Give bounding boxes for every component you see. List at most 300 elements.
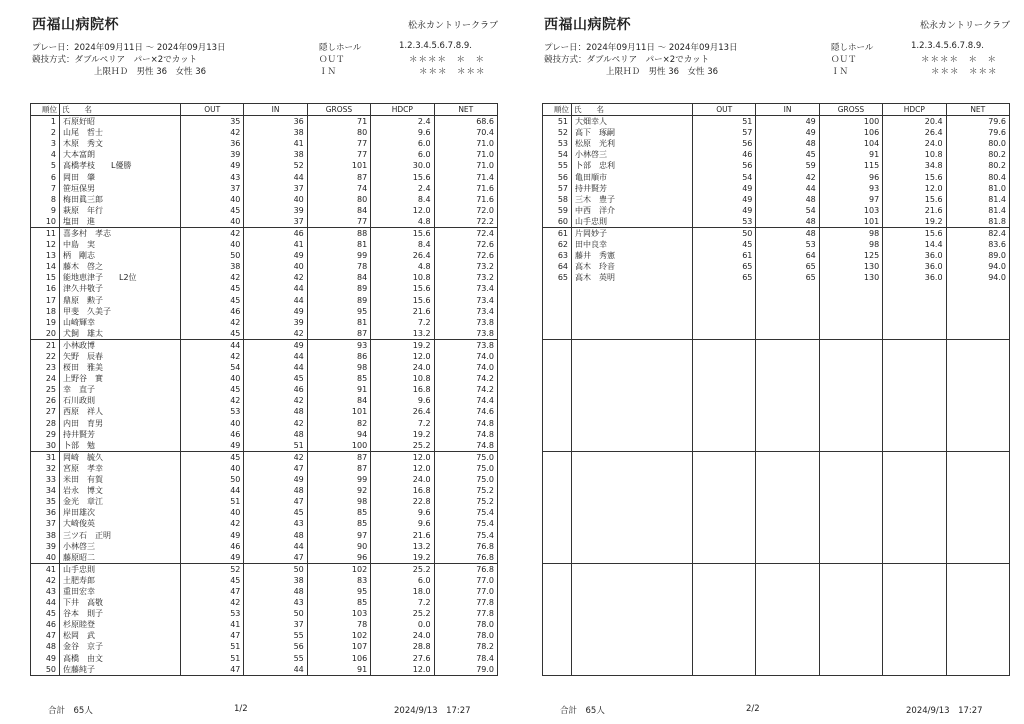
- col-gross: GROSS: [307, 104, 370, 116]
- cell-in: [756, 351, 819, 362]
- cell-rank: 18: [31, 306, 60, 317]
- cell-rank: [543, 529, 572, 540]
- cell-in: [756, 619, 819, 630]
- cell-name: [572, 619, 693, 630]
- cell-hdcp: [883, 306, 946, 317]
- cell-net: [946, 351, 1009, 362]
- col-hdcp: HDCP: [883, 104, 946, 116]
- cell-out: 47: [181, 664, 244, 676]
- cell-hdcp: 4.8: [371, 261, 434, 272]
- cell-hdcp: [883, 641, 946, 652]
- cell-hdcp: 7.2: [371, 597, 434, 608]
- cell-rank: 14: [31, 261, 60, 272]
- table-row: [31, 641, 498, 652]
- empty-row: [543, 474, 1010, 485]
- cell-hdcp: 10.8: [371, 272, 434, 283]
- cell-name: [572, 306, 693, 317]
- cell-hdcp: 9.6: [371, 127, 434, 138]
- cell-in: [756, 575, 819, 586]
- cell-hdcp: [883, 474, 946, 485]
- cell-out: 49: [693, 183, 756, 194]
- table-row: [31, 485, 498, 496]
- cell-in: 44: [244, 541, 307, 552]
- cell-rank: 15: [31, 272, 60, 283]
- cell-out: [693, 451, 756, 463]
- cell-in: 52: [244, 160, 307, 171]
- cell-in: 55: [244, 653, 307, 664]
- cell-net: [946, 463, 1009, 474]
- cell-net: 73.4: [434, 295, 497, 306]
- cell-net: 75.0: [434, 451, 497, 463]
- cell-in: 53: [756, 239, 819, 250]
- cell-gross: [819, 283, 882, 294]
- cell-gross: 98: [819, 239, 882, 250]
- cell-name: [572, 563, 693, 575]
- table-row: [31, 496, 498, 507]
- cell-net: [946, 507, 1009, 518]
- cell-rank: 46: [31, 619, 60, 630]
- cell-gross: 93: [819, 183, 882, 194]
- cell-name: [572, 608, 693, 619]
- in-hidden-marks: ＊＊＊ ＊＊＊: [419, 67, 486, 77]
- empty-row: [543, 630, 1010, 641]
- cell-in: 47: [244, 463, 307, 474]
- cell-net: 72.6: [434, 239, 497, 250]
- cell-gross: 80: [307, 194, 370, 205]
- cell-gross: [819, 630, 882, 641]
- cell-gross: 89: [307, 283, 370, 294]
- cell-gross: 93: [307, 339, 370, 351]
- cell-gross: 87: [307, 328, 370, 340]
- cell-net: [946, 283, 1009, 294]
- empty-row: [543, 295, 1010, 306]
- cell-hdcp: 7.2: [371, 418, 434, 429]
- cell-gross: 84: [307, 205, 370, 216]
- cell-out: [693, 418, 756, 429]
- table-row: [31, 283, 498, 294]
- cell-gross: 80: [307, 127, 370, 138]
- cell-hdcp: 28.8: [371, 641, 434, 652]
- table-row: [31, 216, 498, 228]
- cell-gross: 85: [307, 597, 370, 608]
- cell-hdcp: 36.0: [883, 250, 946, 261]
- cell-rank: 8: [31, 194, 60, 205]
- cell-in: 54: [756, 205, 819, 216]
- handicap-limit: 上限ＨＤ 男性 36 女性 36: [606, 67, 719, 77]
- cell-name: 片岡妙子: [572, 227, 693, 239]
- cell-gross: [819, 395, 882, 406]
- cell-hdcp: 6.0: [371, 575, 434, 586]
- cell-net: [946, 474, 1009, 485]
- cell-out: 45: [181, 205, 244, 216]
- cell-out: 37: [181, 183, 244, 194]
- cell-net: [946, 306, 1009, 317]
- cell-in: [756, 362, 819, 373]
- hidden-holes-label: 隠しホール: [319, 43, 362, 53]
- cell-in: 38: [244, 575, 307, 586]
- cell-gross: 89: [307, 295, 370, 306]
- cell-out: [693, 653, 756, 664]
- cell-name: 中西 洋介: [572, 205, 693, 216]
- cell-in: [756, 630, 819, 641]
- empty-row: [543, 563, 1010, 575]
- cell-net: 73.4: [434, 283, 497, 294]
- cell-name: [572, 664, 693, 676]
- cell-name: [572, 384, 693, 395]
- cell-hdcp: [883, 630, 946, 641]
- cell-rank: [543, 384, 572, 395]
- cell-out: [693, 619, 756, 630]
- empty-row: [543, 362, 1010, 373]
- cell-rank: 2: [31, 127, 60, 138]
- cell-out: 65: [693, 272, 756, 283]
- cell-name: 亀田順市: [572, 171, 693, 182]
- cell-rank: [543, 586, 572, 597]
- cell-name: [572, 630, 693, 641]
- cell-rank: 25: [31, 384, 60, 395]
- cell-rank: 53: [543, 138, 572, 149]
- cell-rank: 31: [31, 451, 60, 463]
- cell-gross: [819, 619, 882, 630]
- cell-out: 53: [181, 406, 244, 417]
- cell-hdcp: 2.4: [371, 116, 434, 128]
- cell-in: 37: [244, 183, 307, 194]
- cell-hdcp: 8.4: [371, 194, 434, 205]
- cell-gross: 84: [307, 272, 370, 283]
- cell-in: 39: [244, 205, 307, 216]
- cell-name: 石原好昭: [60, 116, 181, 128]
- cell-in: 49: [756, 116, 819, 128]
- cell-net: [946, 317, 1009, 328]
- cell-gross: 96: [819, 171, 882, 182]
- cell-hdcp: 22.8: [371, 496, 434, 507]
- cell-net: 74.4: [434, 395, 497, 406]
- cell-name: 桜田 雅美: [60, 362, 181, 373]
- cell-out: [693, 641, 756, 652]
- cell-gross: 98: [307, 362, 370, 373]
- cell-out: [693, 429, 756, 440]
- cell-hdcp: 12.0: [371, 463, 434, 474]
- cell-name: 持井賢芳: [572, 183, 693, 194]
- cell-gross: [819, 384, 882, 395]
- cell-rank: 28: [31, 418, 60, 429]
- table-row: [31, 272, 498, 283]
- table-header-row: [31, 104, 498, 116]
- cell-net: [946, 440, 1009, 452]
- cell-net: 75.2: [434, 496, 497, 507]
- cell-out: [693, 507, 756, 518]
- empty-row: [543, 384, 1010, 395]
- cell-gross: 96: [307, 552, 370, 564]
- cell-hdcp: 15.6: [371, 283, 434, 294]
- cell-net: 80.2: [946, 149, 1009, 160]
- cell-gross: [819, 317, 882, 328]
- cell-name: 内田 育男: [60, 418, 181, 429]
- cell-net: 78.2: [434, 641, 497, 652]
- cell-net: 70.4: [434, 127, 497, 138]
- cell-gross: 100: [819, 116, 882, 128]
- cell-out: 45: [181, 283, 244, 294]
- cell-net: 81.4: [946, 205, 1009, 216]
- cell-name: 金谷 京子: [60, 641, 181, 652]
- cell-out: 44: [181, 339, 244, 351]
- cell-in: 48: [244, 529, 307, 540]
- results-body: [543, 116, 1010, 676]
- empty-row: [543, 485, 1010, 496]
- col-out: OUT: [181, 104, 244, 116]
- cell-rank: 19: [31, 317, 60, 328]
- empty-row: [543, 328, 1010, 340]
- cell-net: [946, 328, 1009, 340]
- cell-hdcp: 16.8: [371, 485, 434, 496]
- cell-name: 幸 直子: [60, 384, 181, 395]
- cell-in: [756, 283, 819, 294]
- cell-name: 山崎輝幸: [60, 317, 181, 328]
- cell-rank: 52: [543, 127, 572, 138]
- cell-gross: [819, 496, 882, 507]
- cell-out: [693, 575, 756, 586]
- cell-in: [756, 328, 819, 340]
- cell-hdcp: 12.0: [371, 451, 434, 463]
- cell-net: 72.2: [434, 216, 497, 228]
- cell-rank: 13: [31, 250, 60, 261]
- cell-hdcp: [883, 373, 946, 384]
- cell-out: 40: [181, 418, 244, 429]
- cell-hdcp: 13.2: [371, 541, 434, 552]
- empty-row: [543, 518, 1010, 529]
- cell-out: [693, 317, 756, 328]
- cell-hdcp: 20.4: [883, 116, 946, 128]
- cell-in: 65: [756, 261, 819, 272]
- cell-net: 81.8: [946, 216, 1009, 228]
- cell-name: 金光 章江: [60, 496, 181, 507]
- cell-out: 43: [181, 171, 244, 182]
- table-row: [31, 250, 498, 261]
- cell-in: 55: [244, 630, 307, 641]
- cell-net: 73.8: [434, 328, 497, 340]
- cell-rank: 9: [31, 205, 60, 216]
- table-row: [543, 127, 1010, 138]
- cell-rank: 34: [31, 485, 60, 496]
- cell-gross: 87: [307, 171, 370, 182]
- cell-rank: [543, 339, 572, 351]
- cell-net: [946, 395, 1009, 406]
- cell-net: [946, 406, 1009, 417]
- cell-gross: 81: [307, 317, 370, 328]
- empty-row: [543, 463, 1010, 474]
- cell-net: 75.0: [434, 463, 497, 474]
- cell-name: [572, 474, 693, 485]
- cell-rank: 30: [31, 440, 60, 452]
- table-row: [31, 653, 498, 664]
- cell-name: 塩田 進: [60, 216, 181, 228]
- cell-rank: [543, 619, 572, 630]
- cell-rank: 51: [543, 116, 572, 128]
- cell-rank: [543, 373, 572, 384]
- cell-net: 94.0: [946, 272, 1009, 283]
- cell-hdcp: 9.6: [371, 395, 434, 406]
- table-row: [31, 440, 498, 452]
- cell-name: 能地恵津子 L2位: [60, 272, 181, 283]
- cell-hdcp: [883, 518, 946, 529]
- footer-page-number: 1/2: [234, 704, 248, 714]
- cell-rank: 40: [31, 552, 60, 564]
- table-row: [543, 171, 1010, 182]
- cell-in: 51: [244, 440, 307, 452]
- cell-out: 50: [181, 250, 244, 261]
- cell-in: 44: [244, 664, 307, 676]
- cell-rank: [543, 485, 572, 496]
- cell-hdcp: 2.4: [371, 183, 434, 194]
- table-row: [543, 239, 1010, 250]
- cell-gross: 87: [307, 451, 370, 463]
- table-row: [31, 395, 498, 406]
- cell-net: 75.4: [434, 507, 497, 518]
- cell-net: [946, 384, 1009, 395]
- table-row: [543, 149, 1010, 160]
- cell-net: [946, 563, 1009, 575]
- cell-out: [693, 496, 756, 507]
- cell-gross: 81: [307, 239, 370, 250]
- cell-rank: 54: [543, 149, 572, 160]
- cell-hdcp: 10.8: [883, 149, 946, 160]
- cell-net: 89.0: [946, 250, 1009, 261]
- cell-in: [756, 451, 819, 463]
- cell-gross: 115: [819, 160, 882, 171]
- cell-in: 49: [244, 474, 307, 485]
- cell-hdcp: 25.2: [371, 608, 434, 619]
- cell-gross: [819, 463, 882, 474]
- table-row: [31, 138, 498, 149]
- cell-net: 77.8: [434, 597, 497, 608]
- cell-gross: [819, 451, 882, 463]
- cell-name: 宮原 孝幸: [60, 463, 181, 474]
- cell-in: 46: [244, 384, 307, 395]
- cell-gross: [819, 351, 882, 362]
- cell-rank: [543, 451, 572, 463]
- cell-rank: 33: [31, 474, 60, 485]
- cell-name: 田中良幸: [572, 239, 693, 250]
- table-row: [543, 216, 1010, 228]
- cell-net: [946, 664, 1009, 676]
- cell-gross: 103: [819, 205, 882, 216]
- cell-rank: 36: [31, 507, 60, 518]
- cell-in: 40: [244, 261, 307, 272]
- cell-rank: 16: [31, 283, 60, 294]
- cell-in: 42: [244, 418, 307, 429]
- cell-rank: 45: [31, 608, 60, 619]
- cell-gross: 130: [819, 272, 882, 283]
- cell-rank: [543, 608, 572, 619]
- table-row: [31, 597, 498, 608]
- cell-gross: 101: [819, 216, 882, 228]
- cell-gross: 102: [307, 563, 370, 575]
- cell-out: 42: [181, 597, 244, 608]
- cell-gross: [819, 406, 882, 417]
- cell-gross: 95: [307, 306, 370, 317]
- cell-gross: [819, 373, 882, 384]
- cell-out: 51: [181, 496, 244, 507]
- cell-name: 高木 英明: [572, 272, 693, 283]
- out-hidden-marks: ＊＊＊＊ ＊ ＊: [921, 55, 998, 65]
- cell-in: 49: [244, 306, 307, 317]
- cell-net: 74.2: [434, 373, 497, 384]
- cell-hdcp: 12.0: [371, 664, 434, 676]
- cell-rank: [543, 429, 572, 440]
- cell-in: 46: [244, 227, 307, 239]
- col-name: 氏 名: [572, 104, 693, 116]
- cell-in: 45: [756, 149, 819, 160]
- table-row: [31, 149, 498, 160]
- cell-rank: [543, 653, 572, 664]
- empty-row: [543, 586, 1010, 597]
- cell-net: 82.4: [946, 227, 1009, 239]
- cell-name: 藤原昭二: [60, 552, 181, 564]
- cell-net: [946, 451, 1009, 463]
- cell-in: 65: [756, 272, 819, 283]
- cell-rank: 11: [31, 227, 60, 239]
- cell-gross: 95: [307, 586, 370, 597]
- empty-row: [543, 440, 1010, 452]
- cell-gross: 107: [307, 641, 370, 652]
- cell-net: 81.4: [946, 194, 1009, 205]
- cell-in: [756, 485, 819, 496]
- cell-rank: [543, 351, 572, 362]
- cell-net: 83.6: [946, 239, 1009, 250]
- cell-hdcp: 18.0: [371, 586, 434, 597]
- table-row: [31, 418, 498, 429]
- play-date: プレー日：2024年09月11日 ～ 2024年09月13日: [544, 43, 738, 53]
- cell-net: 80.0: [946, 138, 1009, 149]
- table-row: [31, 227, 498, 239]
- cell-name: 笹垣保男: [60, 183, 181, 194]
- cell-name: [572, 552, 693, 564]
- cell-gross: 88: [307, 227, 370, 239]
- cell-out: 45: [181, 328, 244, 340]
- cell-out: 42: [181, 317, 244, 328]
- cell-gross: 100: [307, 440, 370, 452]
- cell-out: 38: [181, 261, 244, 272]
- cell-net: 72.4: [434, 227, 497, 239]
- cell-hdcp: 15.6: [883, 171, 946, 182]
- cell-out: 56: [693, 160, 756, 171]
- cell-name: [572, 440, 693, 452]
- cell-rank: 58: [543, 194, 572, 205]
- cell-gross: 87: [307, 463, 370, 474]
- tournament-title: 西福山病院杯: [544, 17, 631, 33]
- cell-gross: 91: [307, 664, 370, 676]
- cell-hdcp: 21.6: [371, 529, 434, 540]
- cell-gross: 106: [819, 127, 882, 138]
- cell-net: 73.8: [434, 339, 497, 351]
- cell-in: 44: [244, 171, 307, 182]
- cell-hdcp: 25.2: [371, 440, 434, 452]
- col-rank: 順位: [31, 104, 60, 116]
- results-body: [31, 116, 498, 676]
- cell-hdcp: 36.0: [883, 272, 946, 283]
- cell-out: 46: [181, 541, 244, 552]
- table-row: [31, 608, 498, 619]
- table-row: [31, 261, 498, 272]
- handicap-limit: 上限ＨＤ 男性 36 女性 36: [94, 67, 207, 77]
- table-row: [543, 250, 1010, 261]
- cell-out: [693, 395, 756, 406]
- cell-rank: 24: [31, 373, 60, 384]
- cell-in: 44: [244, 283, 307, 294]
- cell-net: 74.2: [434, 384, 497, 395]
- cell-rank: 20: [31, 328, 60, 340]
- cell-net: 74.6: [434, 406, 497, 417]
